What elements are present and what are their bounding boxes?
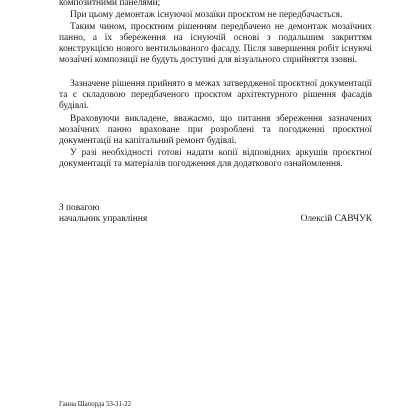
signer-name: Олексій САВЧУК xyxy=(300,214,372,224)
paragraph-preservation-considered: Враховуючи викладене, вважаємо, що питання збереження зазначених мозаїчних панно враховане при розроблені та погодженні проєктної документації на капітальний ремонт будівлі. xyxy=(59,114,372,146)
paragraph-list-ending: композитними панелями; xyxy=(59,0,161,8)
signer-position: начальник управління xyxy=(59,214,148,224)
footer-contact: Ганна Шапорда 53-31-22 xyxy=(59,401,131,408)
paragraph-approved-documentation: Зазначене рішення прийнято в межах затвердженої проєктної документації та є складовою передбаченого проєктом архітектурного рішення фасадів будівлі. xyxy=(59,79,372,111)
paragraph-no-dismantling: При цьому демонтаж існуючої мозаїки проєктом не передбачається. xyxy=(70,10,343,20)
closing-salutation: З повагою xyxy=(59,203,100,213)
paragraph-project-decision: Таким чином, проєктним рішенням передбачено не демонтаж мозаїчних панно, а їх збереження на існуючій основі з подальшим закриттям конструкцією нового вентильованого фасаду. Після завершення робіт існуючі мозаїчні композиції не будуть доступні для візуального сприйняття ззовні. xyxy=(59,22,372,65)
paragraph-copies-offer: У разі необхідності готові надати копії відповідних аркушів проєктної документації та матеріалів погодження для додаткового ознайомлення. xyxy=(59,148,372,169)
